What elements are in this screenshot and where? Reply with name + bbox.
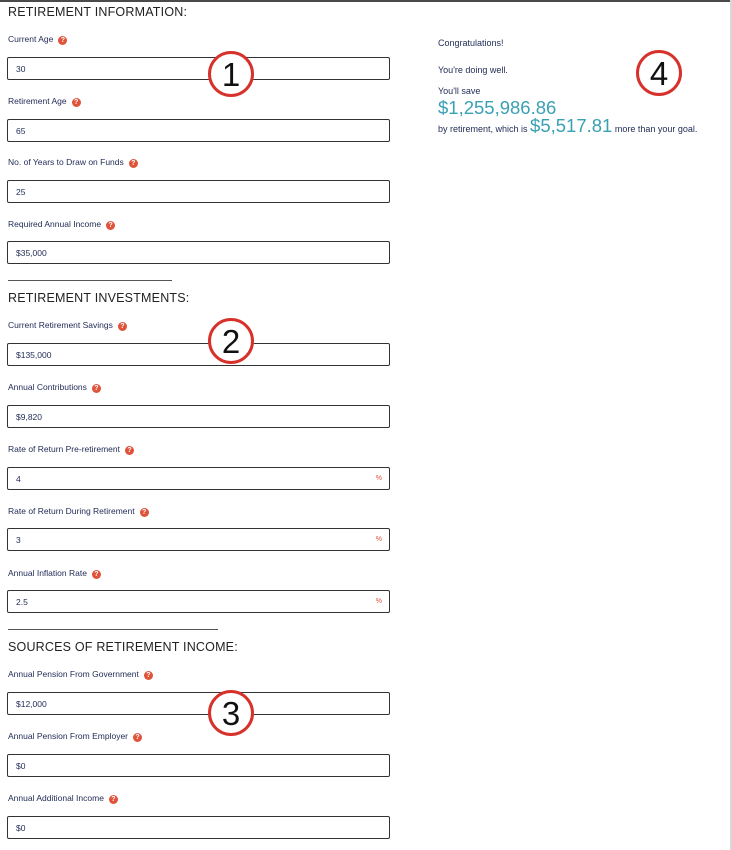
annotation-badge-3: 3 xyxy=(208,690,254,736)
question-circle-icon[interactable]: ? xyxy=(92,384,101,393)
question-circle-icon[interactable]: ? xyxy=(144,671,153,680)
annotation-badge-2: 2 xyxy=(208,318,254,364)
pension-employer-input[interactable]: $0 xyxy=(7,754,390,777)
youll-save-text: You'll save xyxy=(438,86,481,96)
return-during-retirement-input[interactable]: 3 % xyxy=(7,528,390,551)
label-retirement-age: Retirement Age ? xyxy=(8,96,81,107)
question-circle-icon[interactable]: ? xyxy=(140,508,149,517)
label-pension-government: Annual Pension From Government ? xyxy=(8,669,153,680)
return-pre-retirement-input[interactable]: 4 % xyxy=(7,467,390,490)
surplus-amount: $5,517.81 xyxy=(530,115,613,136)
pension-government-input[interactable]: $12,000 xyxy=(7,692,390,715)
label-return-pre-retirement: Rate of Return Pre-retirement ? xyxy=(8,444,134,455)
question-circle-icon[interactable]: ? xyxy=(109,795,118,804)
label-current-age: Current Age ? xyxy=(8,34,67,45)
percent-icon: % xyxy=(375,536,382,543)
label-return-during-retirement: Rate of Return During Retirement ? xyxy=(8,506,149,517)
label-annual-contributions: Annual Contributions ? xyxy=(8,382,101,393)
label-annual-income: Required Annual Income ? xyxy=(8,219,115,230)
question-circle-icon[interactable]: ? xyxy=(106,221,115,230)
question-circle-icon[interactable]: ? xyxy=(92,570,101,579)
question-circle-icon[interactable]: ? xyxy=(72,98,81,107)
total-savings-amount: $1,255,986.86 xyxy=(438,97,557,118)
congratulations-text: Congratulations! xyxy=(438,38,504,48)
section-title-retirement-information: RETIREMENT INFORMATION: xyxy=(8,5,188,19)
top-border xyxy=(0,0,732,2)
label-additional-income: Annual Additional Income ? xyxy=(8,793,118,804)
question-circle-icon[interactable]: ? xyxy=(133,733,142,742)
question-circle-icon[interactable]: ? xyxy=(58,36,67,45)
label-current-savings: Current Retirement Savings ? xyxy=(8,320,127,331)
section-divider xyxy=(8,280,172,281)
label-years-draw: No. of Years to Draw on Funds ? xyxy=(8,157,138,168)
percent-icon: % xyxy=(375,598,382,605)
retirement-age-input[interactable]: 65 xyxy=(7,119,390,142)
years-draw-input[interactable]: 25 xyxy=(7,180,390,203)
additional-income-input[interactable]: $0 xyxy=(7,816,390,839)
question-circle-icon[interactable]: ? xyxy=(129,159,138,168)
question-circle-icon[interactable]: ? xyxy=(118,322,127,331)
section-divider xyxy=(8,629,218,630)
current-savings-input[interactable]: $135,000 xyxy=(7,343,390,366)
annual-contributions-input[interactable]: $9,820 xyxy=(7,405,390,428)
annotation-badge-1: 1 xyxy=(208,51,254,97)
section-title-retirement-investments: RETIREMENT INVESTMENTS: xyxy=(8,291,190,305)
section-title-sources-of-retirement-income: SOURCES OF RETIREMENT INCOME: xyxy=(8,640,238,654)
annual-income-input[interactable]: $35,000 xyxy=(7,241,390,264)
inflation-rate-input[interactable]: 2.5 % xyxy=(7,590,390,613)
goal-summary: by retirement, which is $5,517.81 more than your goal. xyxy=(438,115,698,136)
label-pension-employer: Annual Pension From Employer ? xyxy=(8,731,142,742)
annotation-badge-4: 4 xyxy=(636,50,682,96)
current-age-input[interactable]: 30 xyxy=(7,57,390,80)
percent-icon: % xyxy=(375,475,382,482)
doing-well-text: You're doing well. xyxy=(438,65,508,75)
label-inflation-rate: Annual Inflation Rate ? xyxy=(8,568,101,579)
question-circle-icon[interactable]: ? xyxy=(125,446,134,455)
